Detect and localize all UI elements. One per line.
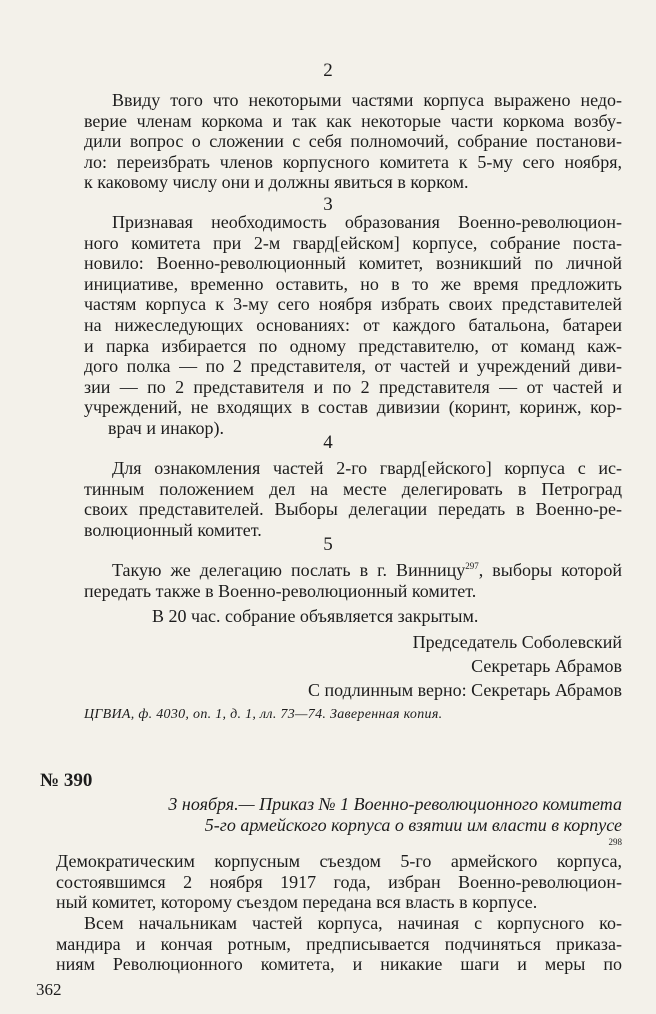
text-line: врач и инакор). bbox=[108, 417, 225, 438]
doc-390-paragraph-2 bbox=[56, 913, 622, 975]
text-line: ниям Революционного комитета, и никакие шаги и меры по bbox=[56, 954, 622, 975]
signature-certified: С подлинным верно: Секретарь Абрамов bbox=[307, 680, 622, 700]
text-line: верие членам коркома и так как некоторые части коркома возбу- bbox=[84, 110, 622, 131]
text-line: В 20 час. собрание объявляется закрытым. bbox=[152, 606, 479, 626]
title-line: 3 ноября.— Приказ № 1 Военно-революционного комитета bbox=[168, 794, 622, 814]
signature-secretary: Секретарь Абрамов bbox=[471, 656, 622, 676]
section-2-paragraph bbox=[84, 90, 622, 193]
text-line: передать также в Военно-революционный комитет. bbox=[84, 580, 477, 601]
text-line: Признавая необходимость образования Военно-революцион- bbox=[112, 212, 622, 232]
section-4-paragraph bbox=[84, 458, 622, 540]
text-line: Ввиду того что некоторыми частями корпуса выражено недо- bbox=[112, 90, 622, 110]
section-number-2: 2 bbox=[323, 60, 333, 81]
text-line: зии — по 2 представителя и по 2 представителя — от частей и bbox=[84, 376, 622, 397]
text-line: к каковому числу они и должны явиться в корком. bbox=[84, 172, 469, 193]
text-line: Всем начальникам частей корпуса, начиная с корпусного ко- bbox=[84, 913, 622, 933]
text-line: дили вопрос о сложении с себя полномочий, собрание постанови- bbox=[84, 131, 622, 152]
text-line: тинным положением дел на месте делегировать в Петроград bbox=[84, 478, 622, 499]
text-line: состоявшимся 2 ноября 1917 года, избран Военно-революцион- bbox=[56, 871, 622, 892]
text-line: Демократическим корпусным съездом 5-го армейского корпуса, bbox=[56, 851, 622, 871]
title-fragment: 5-го армейского корпуса о взятии им власти в корпусе bbox=[204, 815, 622, 835]
section-5-paragraph bbox=[84, 560, 622, 601]
section-3-paragraph bbox=[84, 212, 622, 439]
document-number: № 390 bbox=[40, 770, 93, 791]
doc-390-paragraph-1 bbox=[56, 851, 622, 913]
document-title bbox=[110, 794, 622, 857]
text-line bbox=[84, 560, 622, 581]
text-line: Для ознакомления частей 2-го гвард[ейского] корпуса с ис- bbox=[112, 458, 622, 478]
text-line: на нижеследующих основаниях: от каждого батальона, батареи bbox=[84, 314, 622, 335]
text-line: частям корпуса к 3-му сего ноября избрать своих представителей bbox=[84, 294, 622, 315]
closing-paragraph bbox=[84, 606, 622, 627]
text-line: учреждений, не входящих в состав дивизии (коринт, коринж, кор- bbox=[84, 397, 622, 418]
footnote-ref-297: 297 bbox=[465, 561, 479, 571]
text-line: ный комитет, которому съездом передана вся власть в корпусе. bbox=[56, 892, 538, 913]
signature-chairman: Председатель Соболевский bbox=[412, 632, 622, 652]
text-line: ло: переизбрать членов корпусного комитета к 5-му сего ноября, bbox=[84, 151, 622, 172]
section-number-3: 3 bbox=[323, 194, 333, 215]
section-number-4: 4 bbox=[323, 432, 333, 453]
text-line: мандира и кончая ротным, предписывается подчиняться приказа- bbox=[56, 933, 622, 954]
text-line: дого полка — по 2 представителя, от частей и учреждений диви- bbox=[84, 356, 622, 377]
text-line: своих представителей. Выборы делегации передать в Военно-ре- bbox=[84, 499, 622, 520]
text-line: волюционный комитет. bbox=[84, 519, 262, 540]
text-line: новило: Военно-революционный комитет, возникший по личной bbox=[84, 253, 622, 274]
text-fragment: , выборы которой bbox=[478, 560, 622, 580]
text-line: ного комитета при 2-м гвард[ейском] корпусе, собрание поста- bbox=[84, 232, 622, 253]
archive-reference: ЦГВИА, ф. 4030, оп. 1, д. 1, лл. 73—74. Заверенная копия. bbox=[84, 707, 443, 722]
section-number-5: 5 bbox=[323, 534, 333, 555]
text-line: и парка избирается по одному представителю, от команд каж- bbox=[84, 335, 622, 356]
text-line: инициативе, временно оставить, но в то же время предложить bbox=[84, 273, 622, 294]
footnote-ref-298: 298 bbox=[608, 837, 622, 847]
text-fragment: Такую же делегацию послать в г. Винницу bbox=[112, 560, 466, 580]
page-number: 362 bbox=[36, 980, 62, 999]
